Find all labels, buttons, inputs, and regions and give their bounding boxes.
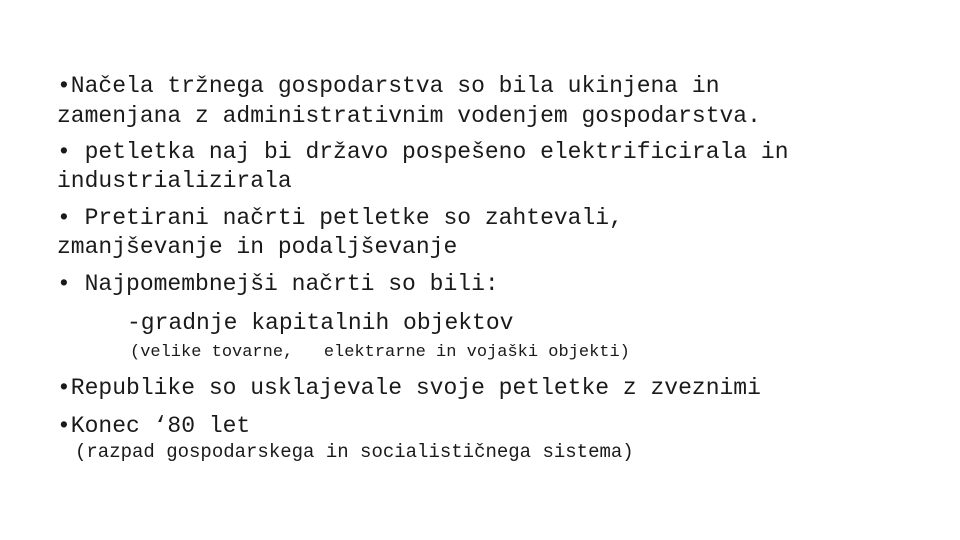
bullet-4-sub-item: -gradnje kapitalnih objektov: [127, 310, 514, 336]
bullet-4-line-1: • Najpomembnejši načrti so bili:: [57, 271, 499, 297]
bullet-5-line-1: •Republike so usklajevale svoje petletke z zveznimi: [57, 375, 761, 401]
bullet-1-line-2: zamenjana z administrativnim vodenjem gospodarstva.: [57, 103, 761, 129]
bullet-2-line-1: • petletka naj bi državo pospešeno elektrificirala in: [57, 139, 789, 165]
bullet-2-line-2: industrializirala: [57, 168, 292, 194]
bullet-3-line-2: zmanjševanje in podaljševanje: [57, 234, 458, 260]
bullet-1-line-1: •Načela tržnega gospodarstva so bila ukinjena in: [57, 73, 720, 99]
bullet-3-line-1: • Pretirani načrti petletke so zahtevali,: [57, 205, 623, 231]
bullet-6-line-2: (razpad gospodarskega in socialističnega sistema): [75, 441, 634, 463]
bullet-6-line-1: •Konec ‘80 let: [57, 413, 251, 439]
bullet-4-sub-note: (velike tovarne, elektrarne in vojaški objekti): [130, 343, 630, 362]
